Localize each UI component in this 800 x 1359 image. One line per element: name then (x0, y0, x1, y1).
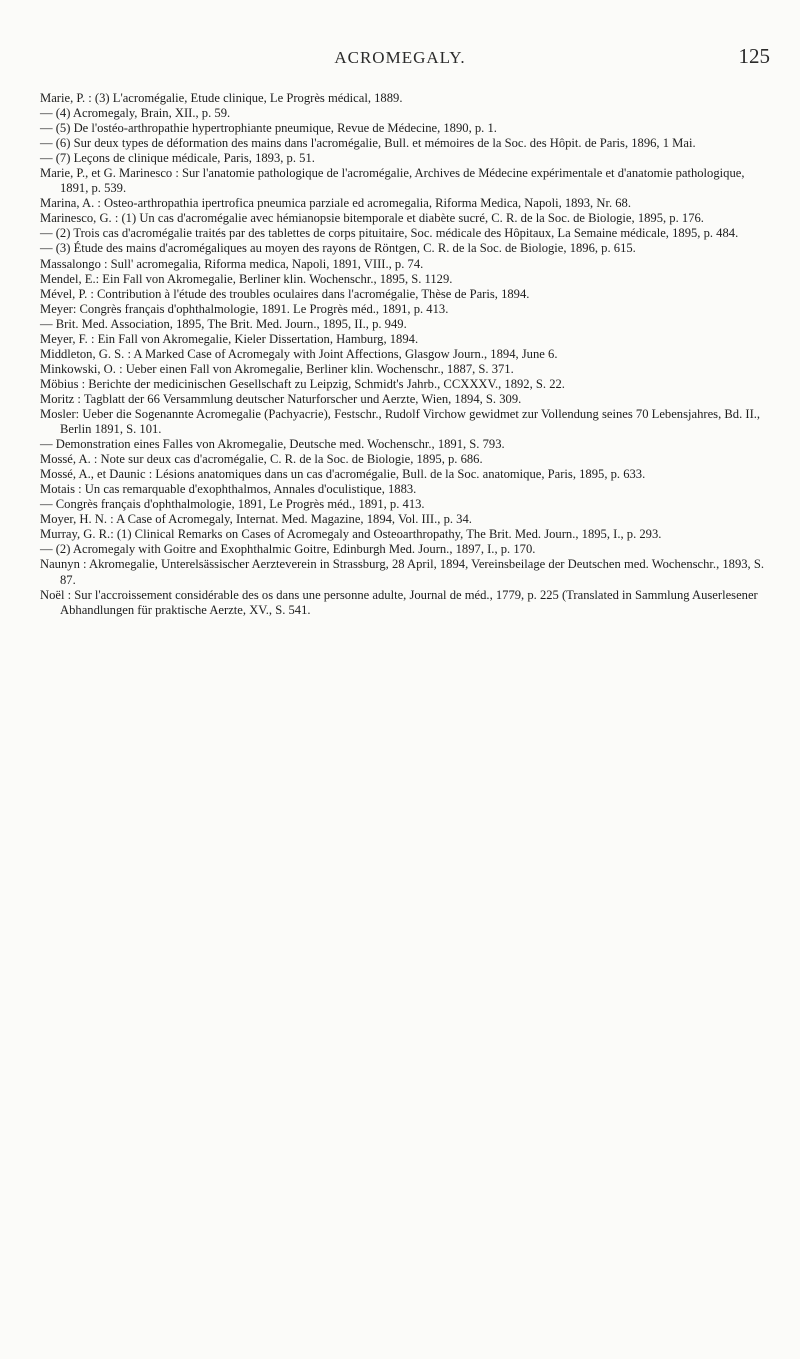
bibliography-entry: — (7) Leçons de clinique médicale, Paris, 1893, p. 51. (40, 151, 315, 166)
bibliography-entry: Mosler: Ueber die Sogenannte Acromegalie (Pachyacrie), Festschr., Rudolf Virchow gewidmet zur Vollendung seines 70 Lebensjahres, Bd. II., Berlin 1891, S. 101. (40, 406, 761, 437)
bibliography-entry: — (5) De l'ostéo-arthropathie hypertrophiante pneumique, Revue de Médecine, 1890, p. 1. (40, 121, 497, 136)
bibliography-entry: — Brit. Med. Association, 1895, The Brit. Med. Journ., 1895, II., p. 949. (40, 316, 407, 331)
bibliography-entry: Mossé, A., et Daunic : Lésions anatomiques dans un cas d'acromégalie, Bull. de la Soc. anatomique, Paris, 1895, p. 633. (40, 467, 646, 482)
bibliography-entry: — Demonstration eines Falles von Akromegalie, Deutsche med. Wochenschr., 1891, S. 793. (40, 437, 505, 452)
bibliography-entry: Mendel, E.: Ein Fall von Akromegalie, Berliner klin. Wochenschr., 1895, S. 1129. (40, 271, 453, 286)
bibliography-entry: Minkowski, O. : Ueber einen Fall von Akromegalie, Berliner klin. Wochenschr., 1887, S. 371. (40, 361, 514, 376)
bibliography-entry: — (4) Acromegaly, Brain, XII., p. 59. (40, 106, 231, 121)
bibliography-entry: Marinesco, G. : (1) Un cas d'acromégalie avec hémianopsie bitemporale et diabète sucré, C. R. de la Soc. de Biologie, 1895, p. 176. (40, 211, 704, 226)
bibliography-entry: — (6) Sur deux types de déformation des mains dans l'acromégalie, Bull. et mémoires de la Soc. des Hôpit. de Paris, 1896, 1 Mai. (40, 136, 696, 151)
bibliography-list (40, 91, 775, 618)
bibliography-entry: — (3) Étude des mains d'acromégaliques au moyen des rayons de Röntgen, C. R. de la Soc. de Biologie, 1896, p. 615. (40, 241, 636, 256)
bibliography-entry: — (2) Trois cas d'acromégalie traités par des tablettes de corps pituitaire, Soc. médicale des Hôpitaux, La Semaine médicale, 1895, p. 484. (40, 226, 739, 241)
bibliography-entry: Murray, G. R.: (1) Clinical Remarks on Cases of Acromegaly and Osteoarthropathy, The Brit. Med. Journ., 1895, I., p. 293. (40, 527, 662, 542)
bibliography-entry: — Congrès français d'ophthalmologie, 1891, Le Progrès méd., 1891, p. 413. (40, 497, 425, 512)
bibliography-entry: Mével, P. : Contribution à l'étude des troubles oculaires dans l'acromégalie, Thèse de Paris, 1894. (40, 286, 530, 301)
page-header (0, 44, 800, 78)
bibliography-entry: Meyer: Congrès français d'ophthalmologie, 1891. Le Progrès méd., 1891, p. 413. (40, 301, 449, 316)
bibliography-entry: Motais : Un cas remarquable d'exophthalmos, Annales d'oculistique, 1883. (40, 482, 417, 497)
bibliography-entry: Meyer, F. : Ein Fall von Akromegalie, Kieler Dissertation, Hamburg, 1894. (40, 331, 419, 346)
running-head: ACROMEGALY. (334, 48, 466, 67)
bibliography-entry: Naunyn : Akromegalie, Unterelsässischer Aerzteverein in Strassburg, 28 April, 1894, Vereinsbeilage der Deutschen med. Wochenschr., 1893, S. 87. (40, 557, 765, 587)
bibliography-entry: Marie, P. : (3) L'acromégalie, Etude clinique, Le Progrès médical, 1889. (40, 91, 403, 105)
bibliography-entry: Marina, A. : Osteo-arthropathia ipertrofica pneumica parziale ed acromegalia, Riforma Medica, Napoli, 1893, Nr. 68. (40, 196, 631, 211)
bibliography-entry: Middleton, G. S. : A Marked Case of Acromegaly with Joint Affections, Glasgow Journ., 1894, June 6. (40, 346, 558, 361)
bibliography-entry: — (2) Acromegaly with Goitre and Exophthalmic Goitre, Edinburgh Med. Journ., 1897, I., p. 170. (40, 542, 536, 557)
page-number: 125 (738, 44, 770, 68)
bibliography-entry: Massalongo : Sull' acromegalia, Riforma medica, Napoli, 1891, VIII., p. 74. (40, 256, 424, 271)
bibliography-entry: Mossé, A. : Note sur deux cas d'acromégalie, C. R. de la Soc. de Biologie, 1895, p. 686. (40, 452, 483, 467)
bibliography-entry: Moyer, H. N. : A Case of Acromegaly, Internat. Med. Magazine, 1894, Vol. III., p. 34. (40, 512, 472, 527)
bibliography-entry: Möbius : Berichte der medicinischen Gesellschaft zu Leipzig, Schmidt's Jahrb., CCXXXV., 1892, S. 22. (40, 376, 565, 391)
bibliography-entry: Marie, P., et G. Marinesco : Sur l'anatomie pathologique de l'acromégalie, Archives de Médecine expérimentale et d'anatomie pathologique, 1891, p. 539. (40, 166, 745, 196)
bibliography-entry: Moritz : Tagblatt der 66 Versammlung deutscher Naturforscher und Aerzte, Wien, 1894, S. 309. (40, 391, 522, 406)
bibliography-entry: Noël : Sur l'accroissement considérable des os dans une personne adulte, Journal de méd., 1779, p. 225 (Translated in Sammlung Auserlesener Abhandlungen für praktische Aerzte, XV., S. 541. (40, 587, 758, 617)
